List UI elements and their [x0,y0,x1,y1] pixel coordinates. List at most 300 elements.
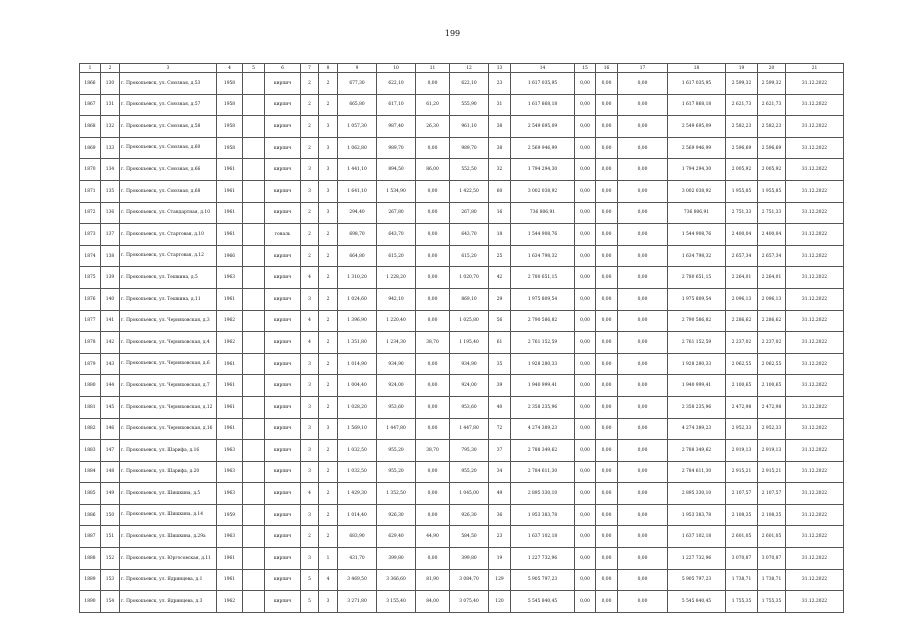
table-cell: 1961 [217,180,243,202]
table-cell: 44,90 [416,526,450,548]
table-cell: кирпич [265,504,301,526]
table-cell: 2 062,55 [758,353,786,375]
column-number: 13 [489,64,511,73]
column-number: 14 [511,64,575,73]
table-cell: 1869 [80,137,101,159]
table-cell: 2 [301,94,319,116]
table-cell [243,504,265,526]
table-cell: 0,00 [596,288,618,310]
table-cell: 2 400,04 [758,224,786,246]
table-cell: 2 [319,440,338,462]
table-cell: 698,70 [338,224,377,246]
table-cell: 0,00 [618,310,668,332]
table-cell: 2 [301,245,319,267]
table-row [80,396,844,418]
table-cell: 3 [301,396,319,418]
table-cell: 2 919,13 [758,440,786,462]
table-cell: 1962 [217,591,243,613]
table-cell [243,267,265,289]
table-cell: 1966 [217,245,243,267]
table-cell: кирпич [265,94,301,116]
table-cell: 31.12.2022 [786,202,844,224]
table-cell: 2 100,65 [758,375,786,397]
table-cell: 1962 [217,310,243,332]
table-cell: 3 [301,159,319,181]
table-cell: 150 [101,504,120,526]
table-cell: 2 358 235,96 [668,396,726,418]
table-cell: 3 155,40 [377,591,416,613]
table-cell: 147 [101,440,120,462]
table-row [80,418,844,440]
table-cell: 35 [489,353,511,375]
table-cell: 0,00 [416,224,450,246]
table-cell: 1963 [217,526,243,548]
table-cell: 0,00 [618,504,668,526]
table-cell: 1866 [80,73,101,95]
table-cell: 2 790 586,82 [511,310,575,332]
table-cell: 1874 [80,245,101,267]
table-cell: 143 [101,353,120,375]
table-cell: 1870 [80,159,101,181]
table-cell: 3 [319,418,338,440]
table-cell: 31.12.2022 [786,548,844,570]
table-cell: 31.12.2022 [786,180,844,202]
table-cell: 961,10 [450,116,489,138]
table-cell: 0,00 [618,332,668,354]
table-cell: кирпич [265,245,301,267]
address-cell: г. Прокопьевск, ул. Шишкина, д.29а [120,526,217,548]
table-cell: 1 794 294,30 [668,159,726,181]
table-cell: 0,00 [618,548,668,570]
column-number: 16 [596,64,618,73]
table-cell: 1 032,50 [338,440,377,462]
table-cell: 0,00 [618,180,668,202]
table-cell: 1873 [80,224,101,246]
address-cell: г. Прокопьевск, ул. Союзная, д.58 [120,116,217,138]
table-cell: 0,00 [575,483,596,505]
table-cell: 0,00 [416,180,450,202]
table-cell: 989,70 [450,137,489,159]
table-cell: 2 096,13 [726,288,758,310]
column-number: 10 [377,64,416,73]
table-cell: 0,00 [618,353,668,375]
table-row [80,548,844,570]
table-cell: 2 751,33 [758,202,786,224]
address-cell: г. Прокопьевск, ул. Черняховская, д.4 [120,332,217,354]
table-cell: 2 [301,73,319,95]
table-cell: кирпич [265,396,301,418]
table-cell: 0,00 [596,526,618,548]
table-cell: 1963 [217,440,243,462]
table-row [80,375,844,397]
table-cell: 1 057,30 [338,116,377,138]
table-cell: 16 [489,202,511,224]
address-cell: г. Прокопьевск, ул. Ядринцева, д.1 [120,569,217,591]
table-cell: 0,00 [618,396,668,418]
table-cell: 0,00 [575,159,596,181]
table-cell: 0,00 [575,137,596,159]
address-cell: г. Прокопьевск, ул. Тешкина, д.11 [120,288,217,310]
table-cell: 0,00 [575,461,596,483]
table-cell: 665,80 [338,94,377,116]
table-row [80,310,844,332]
table-cell: 1 422,50 [450,180,489,202]
table-cell: 72 [489,418,511,440]
table-cell: 2 [301,526,319,548]
table-cell: кирпич [265,548,301,570]
table-cell: 0,00 [596,267,618,289]
table-cell: 4 [301,483,319,505]
table-cell [243,375,265,397]
table-cell: 0,00 [575,94,596,116]
table-cell: 134 [101,159,120,181]
table-cell: 2 108,35 [758,504,786,526]
table-cell: 31.12.2022 [786,526,844,548]
table-cell: 0,00 [416,375,450,397]
table-cell: 29 [489,288,511,310]
table-cell: 622,10 [450,73,489,95]
table-cell: 2 264,01 [758,267,786,289]
column-number: 17 [618,64,668,73]
table-cell: 1 227 732,96 [511,548,575,570]
table-cell: 0,00 [575,353,596,375]
table-cell: 0,00 [575,440,596,462]
table-cell: 0,00 [596,353,618,375]
table-cell: 0,00 [618,73,668,95]
address-cell: г. Прокопьевск, ул. Союзная, д.66 [120,159,217,181]
table-cell: 37 [489,440,511,462]
table-cell: кирпич [265,288,301,310]
table-cell: 1888 [80,548,101,570]
table-cell [243,548,265,570]
table-cell: 31.12.2022 [786,94,844,116]
table-cell: 2 237,02 [726,332,758,354]
table-cell: 2 [319,267,338,289]
table-cell: 0,00 [618,591,668,613]
column-number: 5 [243,64,265,73]
table-cell: 0,00 [596,440,618,462]
table-cell: 1877 [80,310,101,332]
table-row [80,526,844,548]
table-cell: 2 [319,73,338,95]
table-cell: 0,00 [416,267,450,289]
table-row [80,332,844,354]
table-cell: 3 084,70 [450,569,489,591]
column-number: 8 [319,64,338,73]
table-row [80,224,844,246]
table-cell: 5 905 797,23 [668,569,726,591]
table-cell: 0,00 [596,569,618,591]
table-cell: 1 569,10 [338,418,377,440]
table-cell: 0,00 [596,310,618,332]
table-cell: 137 [101,224,120,246]
table-cell: 1 755,35 [726,591,758,613]
table-cell: 736 806,91 [511,202,575,224]
table-cell: 1 794 294,30 [511,159,575,181]
table-cell [243,418,265,440]
table-cell: 1 028,20 [338,396,377,418]
table-row [80,73,844,95]
table-row [80,202,844,224]
table-cell: 0,00 [618,137,668,159]
table-cell: 0,00 [596,418,618,440]
table-cell: 32 [489,159,511,181]
table-cell: 987,40 [377,116,416,138]
table-cell: 3 [301,440,319,462]
table-cell: 1962 [217,332,243,354]
table-cell: 31.12.2022 [786,396,844,418]
table-cell: 2 096,13 [758,288,786,310]
table-cell: 5 905 797,23 [511,569,575,591]
table-cell: 31.12.2022 [786,267,844,289]
table-cell: 2 [301,137,319,159]
table-cell: 38,70 [416,332,450,354]
table-cell: 31.12.2022 [786,73,844,95]
address-cell: г. Прокопьевск, ул. Черняховская, д.3 [120,310,217,332]
table-cell: 2 784 611,30 [511,461,575,483]
table-cell: 148 [101,461,120,483]
column-number: 15 [575,64,596,73]
table-cell: 4 274 389,23 [668,418,726,440]
table-row [80,569,844,591]
table-cell: 130 [101,73,120,95]
table-cell: 31.12.2022 [786,288,844,310]
table-cell: 1 928 280,33 [511,353,575,375]
table-cell: 2 [319,353,338,375]
table-cell: 2 621,73 [726,94,758,116]
table-cell: 3 [301,375,319,397]
table-cell: 0,00 [596,504,618,526]
table-cell: 1 062,80 [338,137,377,159]
table-cell: 141 [101,310,120,332]
table-cell: 1959 [217,504,243,526]
table-row [80,591,844,613]
table-cell: 31.12.2022 [786,332,844,354]
table-cell: 31 [489,94,511,116]
table-cell: 31.12.2022 [786,224,844,246]
table-cell: 934,90 [450,353,489,375]
table-cell: 3 469,50 [338,569,377,591]
table-cell: 86,00 [416,159,450,181]
table-cell: 1 195,40 [450,332,489,354]
table-cell: 2 895 330,10 [668,483,726,505]
table-cell: 0,00 [575,526,596,548]
table-cell: 1 014,90 [338,353,377,375]
table-cell: 2 788 349,62 [668,440,726,462]
table-cell: 138 [101,245,120,267]
table-cell: 0,00 [596,332,618,354]
table-cell: 1 045,00 [450,483,489,505]
table-cell: 3 [319,137,338,159]
table-cell: 5 [301,591,319,613]
table-cell: кирпич [265,483,301,505]
table-cell: 294,40 [338,202,377,224]
table-cell: 1883 [80,440,101,462]
column-number: 11 [416,64,450,73]
table-cell: 2 601,05 [726,526,758,548]
address-cell: г. Прокопьевск, ул. Тешкина, д.5 [120,267,217,289]
table-cell: 4 [301,310,319,332]
table-cell: 0,00 [416,461,450,483]
table-cell: 3 [301,180,319,202]
column-number-row [80,64,844,73]
table-cell: 1 352,50 [377,483,416,505]
table-cell: 0,00 [596,224,618,246]
table-cell: 2 761 152,59 [668,332,726,354]
address-cell: г. Прокопьевск, ул. Союзная, д.60 [120,137,217,159]
table-cell: 2 952,33 [758,418,786,440]
table-cell: 683,90 [338,526,377,548]
table-cell: 2 108,35 [726,504,758,526]
column-number: 9 [338,64,377,73]
table-cell: 1 617 868,18 [668,94,726,116]
table-cell: 2 [319,288,338,310]
table-cell: 1 234,30 [377,332,416,354]
table-cell: 955,20 [450,461,489,483]
table-cell: 552,50 [450,159,489,181]
table-cell: 989,70 [377,137,416,159]
address-cell: г. Прокопьевск, ул. Стартовая, д.12 [120,245,217,267]
table-cell: 2 582,23 [726,116,758,138]
table-cell: 0,00 [575,591,596,613]
table-cell: 1 955,85 [758,180,786,202]
address-cell: г. Прокопьевск, ул. Союзная, д.53 [120,73,217,95]
table-cell: 1884 [80,461,101,483]
table-cell: 81,90 [416,569,450,591]
table-cell: 0,00 [575,73,596,95]
table-cell: 399,80 [450,548,489,570]
table-cell: 2 784 611,30 [668,461,726,483]
table-cell: 1871 [80,180,101,202]
table-cell: 3 366,60 [377,569,416,591]
column-number: 1 [80,64,101,73]
table-cell: 1 641,10 [338,180,377,202]
table-cell: 1961 [217,202,243,224]
table-cell: 0,00 [618,483,668,505]
table-cell: 136 [101,202,120,224]
table-cell [243,159,265,181]
housing-register-table [79,63,844,613]
table-cell: кирпич [265,375,301,397]
table-cell: 1 024,60 [338,288,377,310]
table-cell: 2 [301,224,319,246]
table-cell: кирпич [265,159,301,181]
table-cell: 38 [489,137,511,159]
table-cell: 1 953 383,78 [511,504,575,526]
table-cell: 1 544 908,76 [511,224,575,246]
table-row [80,483,844,505]
table-cell: 1 738,71 [726,569,758,591]
table-cell: 3 [301,548,319,570]
table-cell: 2 915,21 [726,461,758,483]
table-cell: кирпич [265,461,301,483]
address-cell: г. Прокопьевск, ул. Ядринцева, д.3 [120,591,217,613]
column-number: 4 [217,64,243,73]
table-cell: 2 621,73 [758,94,786,116]
address-cell: г. Прокопьевск, ул. Черняховская, д.7 [120,375,217,397]
table-cell: 2 472,98 [758,396,786,418]
table-cell: гональ [265,224,301,246]
table-cell: 0,00 [618,418,668,440]
table-cell [243,94,265,116]
table-cell: 0,00 [618,94,668,116]
table-cell: 0,00 [618,440,668,462]
table-cell: 133 [101,137,120,159]
table-cell: 1 617 868,18 [511,94,575,116]
table-cell: 142 [101,332,120,354]
table-cell: 146 [101,418,120,440]
table-cell: 0,00 [618,267,668,289]
address-cell: г. Прокопьевск, ул. Союзная, д.57 [120,94,217,116]
table-cell: 1 940 999,41 [668,375,726,397]
column-number: 3 [120,64,217,73]
column-number: 12 [450,64,489,73]
table-cell: 31.12.2022 [786,461,844,483]
table-cell: 0,00 [575,418,596,440]
table-cell: 643,70 [450,224,489,246]
table-cell: 3 [301,461,319,483]
table-cell: 4 274 389,23 [511,418,575,440]
table-cell: 2 657,34 [726,245,758,267]
table-cell: 1958 [217,116,243,138]
table-cell: кирпич [265,353,301,375]
table-cell: 1867 [80,94,101,116]
table-cell: 152 [101,548,120,570]
table-cell: 2 582,23 [758,116,786,138]
table-cell: 0,00 [416,396,450,418]
table-cell: 2 657,34 [758,245,786,267]
table-cell: 2 952,33 [726,418,758,440]
table-cell: 60 [489,180,511,202]
table-cell: 0,00 [575,288,596,310]
table-cell: 955,20 [377,461,416,483]
table-cell: 894,50 [377,159,416,181]
table-cell: кирпич [265,332,301,354]
table-cell: 1 228,20 [377,267,416,289]
address-cell: г. Прокопьевск, ул. Шишкина, д.5 [120,483,217,505]
table-cell: 2 005,92 [726,159,758,181]
table-cell: 1963 [217,461,243,483]
table-cell: 1958 [217,73,243,95]
table-cell: 399,80 [377,548,416,570]
table-cell: кирпич [265,526,301,548]
table-cell: 19 [489,548,511,570]
table-cell: 2 100,65 [726,375,758,397]
table-cell: 615,20 [377,245,416,267]
table-cell: кирпич [265,116,301,138]
table-cell [243,202,265,224]
table-cell: 0,00 [416,310,450,332]
table-cell: 84,00 [416,591,450,613]
table-row [80,180,844,202]
table-cell: 2 [319,94,338,116]
table-cell: кирпич [265,73,301,95]
column-number: 21 [786,64,844,73]
table-cell: 1881 [80,396,101,418]
table-cell [243,73,265,95]
table-cell: 26,30 [416,116,450,138]
table-cell: 31.12.2022 [786,310,844,332]
table-cell: 120 [489,591,511,613]
table-cell: 1 020,70 [450,267,489,289]
table-cell: 34 [489,461,511,483]
table-cell [243,396,265,418]
table-cell: 1882 [80,418,101,440]
table-cell: 5 545 840,45 [668,591,726,613]
table-cell: 3 [301,353,319,375]
table-cell: 953,60 [377,396,416,418]
table-cell: 0,00 [596,483,618,505]
